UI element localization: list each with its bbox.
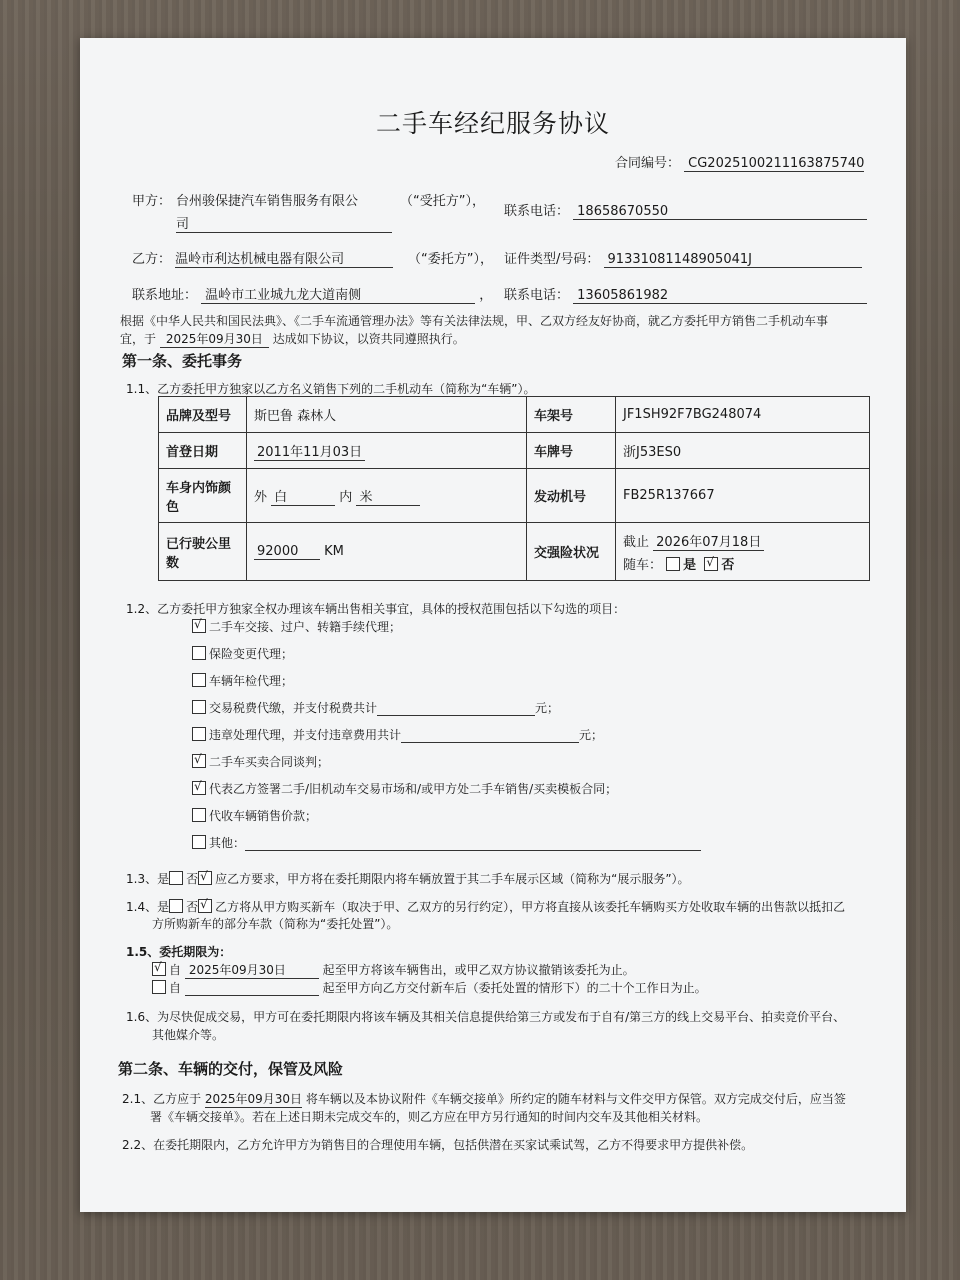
term-option-2-from-label: 自	[169, 981, 182, 995]
clause-1-4-text: 乙方将从甲方购买新车（取决于甲、乙双方的另行约定），甲方将直接从该委托车辆购买方处收取车辆的出售款以抵扣乙	[215, 900, 846, 914]
section2-heading: 第二条、车辆的交付，保管及风险	[118, 1060, 344, 1078]
clause-1-4-no-label: 否	[186, 900, 199, 914]
amount-blank	[377, 701, 535, 716]
term-option-1-checkbox[interactable]	[152, 962, 166, 976]
party-a-name-line1: 台州骏保捷汽车销售服务有限公	[176, 194, 359, 209]
authorization-option	[192, 807, 317, 824]
authorization-option	[192, 726, 603, 743]
party-a-role: （“受托方”），	[400, 194, 485, 209]
vin-value: JF1SH92F7BG248074	[616, 397, 870, 433]
option-label: 代收车辆销售价款；	[209, 809, 318, 823]
party-b-label: 乙方：	[132, 252, 172, 267]
option-checkbox[interactable]	[192, 619, 206, 633]
insurance-until-date: 2026年07月18日	[653, 531, 764, 551]
interior-label: 内	[339, 489, 353, 505]
party-a-phone: 18658670550	[573, 204, 867, 220]
option-suffix: 元；	[535, 701, 560, 715]
option-checkbox[interactable]	[192, 781, 206, 795]
preamble-text-a: 宜，于	[120, 332, 157, 346]
table-row	[159, 469, 870, 523]
option-checkbox[interactable]	[192, 673, 206, 687]
term-option-2-text: 起至甲方向乙方交付新车后（委托处置的情形下）的二十个工作日为止。	[322, 981, 707, 995]
party-b-name-row	[132, 248, 393, 268]
clause-1-3	[126, 870, 690, 887]
party-a-name-line2: 司	[176, 213, 392, 233]
authorization-option	[192, 753, 329, 770]
mileage-label-line2: 数	[166, 555, 180, 571]
party-b-address-row	[132, 284, 492, 304]
insurance-cell	[616, 523, 870, 581]
vehicle-info-table	[158, 396, 870, 581]
term-option-2	[152, 979, 707, 996]
color-label-line2: 色	[166, 499, 180, 515]
with-car-yes-checkbox[interactable]	[666, 557, 680, 571]
clause-1-3-no-label: 否	[186, 872, 199, 886]
clause-1-3-no-checkbox[interactable]	[198, 871, 212, 885]
brand-label: 品牌及型号	[159, 397, 247, 433]
clause-2-1-text-b: 将车辆以及本协议附件《车辆交接单》所约定的随车材料与文件交甲方保管。双方完成交付后，应当签	[305, 1092, 846, 1106]
reg-date-cell	[247, 433, 527, 469]
clause-1-4	[126, 898, 845, 915]
exterior-label: 外	[254, 489, 268, 505]
preamble-text-b: 达成如下协议，以资共同遵照执行。	[272, 332, 465, 346]
delivery-date: 2025年09月30日	[204, 1092, 303, 1106]
plate-value: 浙J53ES0	[616, 433, 870, 469]
clause-2-1-text-a: 2.1、乙方应于	[122, 1092, 202, 1106]
clause-1-4-yes-checkbox[interactable]	[169, 899, 183, 913]
with-car-yes-label: 是	[683, 557, 697, 573]
contract-number-label: 合同编号：	[615, 156, 681, 171]
party-b-address: 温岭市工业城九龙大道南侧	[201, 284, 475, 304]
clause-1-3-yes-label: 是	[157, 872, 170, 886]
party-b-address-label: 联系地址：	[132, 288, 198, 303]
color-label-line1: 车身内饰颜	[166, 480, 232, 496]
term-option-1-text: 起至甲方将该车辆售出，或甲乙双方协议撤销该委托为止。	[322, 963, 635, 977]
brand-value: 斯巴鲁 森林人	[247, 397, 527, 433]
color-cell	[247, 469, 527, 523]
clause-1-5-heading: 1.5、委托期限为：	[126, 945, 232, 959]
reg-date-value: 2011年11月03日	[254, 441, 365, 461]
authorization-option	[192, 618, 401, 635]
authorization-option	[192, 672, 293, 689]
term-start-date: 2025年09月30日	[185, 961, 319, 979]
clause-1-4-no-checkbox[interactable]	[198, 899, 212, 913]
party-b-id-value: 91331081148905041J	[604, 252, 862, 268]
party-b-id-label: 证件类型/号码：	[504, 252, 600, 267]
clause-2-2: 2.2、在委托期限内，乙方允许甲方为销售目的合理使用车辆，包括供潜在买家试乘试驾，乙方不得要求甲方提供补偿。	[122, 1138, 754, 1152]
option-checkbox[interactable]	[192, 700, 206, 714]
authorization-option	[192, 699, 559, 716]
table-row	[159, 397, 870, 433]
insurance-until-row	[623, 531, 862, 551]
clause-1-2: 1.2、乙方委托甲方独家全权办理该车辆出售相关事宜，具体的授权范围包括以下勾选的项目：	[126, 602, 626, 616]
option-checkbox[interactable]	[192, 754, 206, 768]
with-car-label: 随车：	[623, 557, 663, 573]
preamble-line2	[120, 330, 465, 348]
with-car-no-checkbox[interactable]	[704, 557, 718, 571]
clause-1-3-yes-checkbox[interactable]	[169, 871, 183, 885]
option-label: 二手车买卖合同谈判；	[209, 755, 330, 769]
mileage-cell	[247, 523, 527, 581]
contract-document	[80, 38, 906, 1212]
option-label: 交易税费代缴，并支付税费共计	[209, 701, 378, 715]
term-option-2-blank	[185, 981, 319, 996]
clause-1-3-text: 应乙方要求，甲方将在委托期限内将车辆放置于其二手车展示区域（简称为“展示服务”）。	[215, 872, 690, 886]
contract-number-row	[615, 152, 864, 172]
party-a-label: 甲方：	[132, 194, 172, 209]
plate-label: 车牌号	[527, 433, 616, 469]
option-label: 二手车交接、过户、转籍手续代理；	[209, 620, 402, 634]
reg-date-label: 首登日期	[159, 433, 247, 469]
with-car-row	[623, 554, 862, 573]
table-row	[159, 523, 870, 581]
party-b-id-row	[504, 248, 862, 268]
contract-number-value: CG2025100211163875740	[684, 156, 864, 172]
party-b-name: 温岭市利达机械电器有限公司	[175, 248, 393, 268]
party-a-name	[176, 190, 392, 233]
option-label: 其他：	[209, 836, 246, 850]
table-row	[159, 433, 870, 469]
amount-blank	[401, 728, 579, 743]
mileage-value: 92000	[254, 544, 320, 560]
party-b-phone-row	[504, 284, 867, 304]
document-title: 二手车经纪服务协议	[375, 109, 610, 138]
term-option-2-checkbox[interactable]	[152, 980, 166, 994]
clause-1-3-number: 1.3、	[126, 872, 158, 886]
option-label: 违章处理代理，并支付违章费用共计	[209, 728, 402, 742]
mileage-unit: KM	[324, 543, 344, 559]
authorization-option	[192, 645, 293, 662]
term-option-1	[152, 961, 635, 979]
authorization-option	[192, 780, 617, 797]
option-label: 代表乙方签署二手/旧机动车交易市场和/或甲方处二手车销售/买卖模板合同；	[209, 782, 618, 796]
term-option-1-from-label: 自	[169, 963, 182, 977]
option-label: 保险变更代理；	[209, 647, 294, 661]
engine-value: FB25R137667	[616, 469, 870, 523]
party-b-phone: 13605861982	[573, 288, 867, 304]
party-a-phone-row	[504, 200, 867, 220]
option-checkbox[interactable]	[192, 727, 206, 741]
option-checkbox[interactable]	[192, 808, 206, 822]
agreement-date: 2025年09月30日	[160, 330, 269, 348]
color-label	[159, 469, 247, 523]
vin-label: 车架号	[527, 397, 616, 433]
preamble-line1: 根据《中华人民共和国民法典》、《二手车流通管理办法》等有关法律法规，甲、乙双方经友好协商，就乙方委托甲方销售二手机动车事	[120, 314, 829, 328]
option-suffix: 元；	[579, 728, 604, 742]
interior-color: 米	[356, 486, 420, 506]
other-blank	[245, 836, 701, 851]
mileage-label	[159, 523, 247, 581]
clause-2-1-line1	[122, 1090, 846, 1108]
clause-1-6-line1: 1.6、为尽快促成交易，甲方可在委托期限内将该车辆及其相关信息提供给第三方或发布于自有/第三方的线上交易平台、拍卖竞价平台、	[126, 1010, 846, 1024]
option-checkbox[interactable]	[192, 646, 206, 660]
clause-1-4-line2: 方所购新车的部分车款（简称为“委托处置”）。	[152, 917, 399, 931]
party-b-role: （“委托方”），	[408, 252, 493, 267]
clause-2-1-line2: 署《车辆交接单》。若在上述日期未完成交车的，则乙方应在甲方另行通知的时间内交车及其他相关材料。	[150, 1110, 709, 1124]
mileage-label-line1: 已行驶公里	[166, 536, 232, 552]
party-b-phone-label: 联系电话：	[504, 288, 570, 303]
section1-heading: 第一条、委托事务	[122, 352, 243, 370]
authorization-option	[192, 834, 701, 851]
clause-1-6-line2: 其他媒介等。	[152, 1028, 225, 1042]
insurance-until-label: 截止	[623, 534, 650, 550]
option-checkbox[interactable]	[192, 835, 206, 849]
party-a-phone-label: 联系电话：	[504, 204, 570, 219]
exterior-color: 白	[271, 486, 335, 506]
party-b-address-suffix: ，	[479, 288, 493, 303]
with-car-no-label: 否	[721, 557, 735, 573]
clause-1-4-number: 1.4、	[126, 900, 158, 914]
option-label: 车辆年检代理；	[209, 674, 294, 688]
insurance-label: 交强险状况	[527, 523, 616, 581]
engine-label: 发动机号	[527, 469, 616, 523]
clause-1-1: 1.1、乙方委托甲方独家以乙方名义销售下列的二手机动车（简称为“车辆”）。	[126, 382, 536, 396]
clause-1-4-yes-label: 是	[157, 900, 170, 914]
